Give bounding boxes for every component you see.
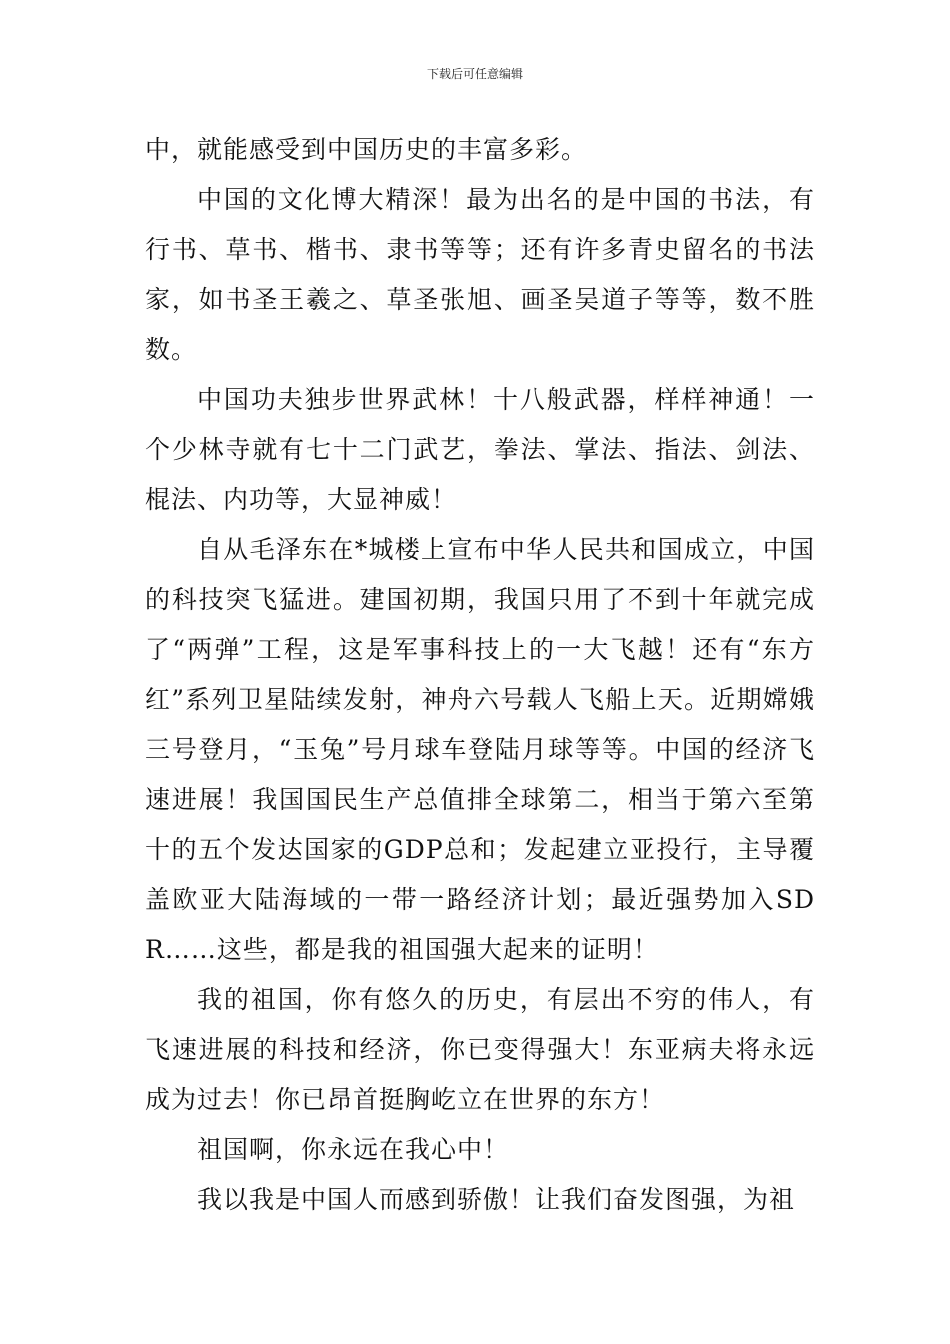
- paragraph-technology-economy: 自从毛泽东在*城楼上宣布中华人民共和国成立，中国的科技突飞猛进。建国初期，我国只用了不到十年就完成了“两弹”工程，这是军事科技上的一大飞越！还有“东方红”系列卫星陆续发射，神舟六号载人飞船上天。近期嫦娥三号登月，“玉兔”号月球车登陆月球等等。中国的经济飞速进展！我国国民生产总值排全球第二，相当于第六至第十的五个发达国家的GDP总和；发起建立亚投行，主导覆盖欧亚大陆海域的一带一路经济计划；最近强势加入SDR……这些，都是我的祖国强大起来的证明！: [145, 535, 815, 964]
- document-body: [145, 125, 815, 1225]
- paragraph-proud: 我以我是中国人而感到骄傲！让我们奋发图强，为祖: [197, 1185, 796, 1214]
- page-header: 下载后可任意编辑: [426, 67, 523, 81]
- paragraph-continuation: 中，就能感受到中国历史的丰富多彩。: [145, 135, 588, 164]
- paragraph-in-my-heart: 祖国啊，你永远在我心中！: [197, 1135, 510, 1164]
- paragraph-culture: 中国的文化博大精深！最为出名的是中国的书法，有行书、草书、楷书、隶书等等；还有许多青史留名的书法家，如书圣王羲之、草圣张旭、画圣吴道子等等，数不胜数。: [145, 185, 815, 364]
- paragraph-kungfu: 中国功夫独步世界武林！十八般武器，样样神通！一个少林寺就有七十二门武艺，拳法、掌法、指法、剑法、棍法、内功等，大显神威！: [145, 385, 815, 514]
- paragraph-motherland: 我的祖国，你有悠久的历史，有层出不穷的伟人，有飞速进展的科技和经济，你已变得强大！东亚病夫将永远成为过去！你已昂首挺胸屹立在世界的东方！: [145, 985, 815, 1114]
